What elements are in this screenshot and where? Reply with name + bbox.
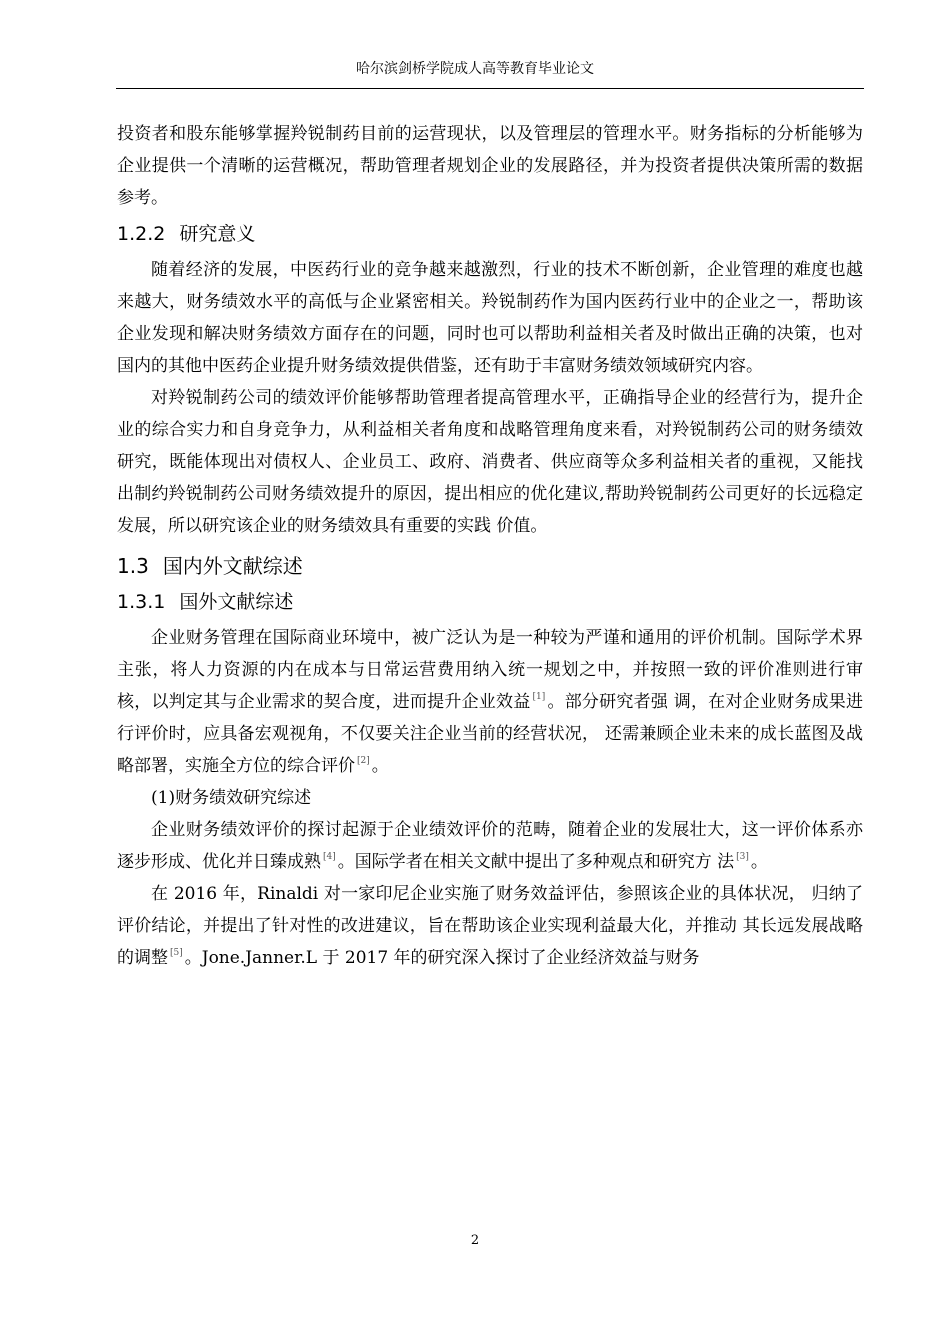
text-run: 。部分研究者强 调，在对企业财务成果进行评价时，应具备宏观视角，不仅要关注企业当前的经营状况， 还需兼顾企业未来的成长蓝图及战略部署，实施全方位的综合评价 — [117, 692, 864, 776]
section-heading-1-2-2 — [117, 220, 863, 248]
paragraph-performance-review — [117, 814, 863, 878]
text-run: 。 — [371, 756, 389, 776]
citation-ref: [5] — [170, 948, 183, 958]
subheading-financial-performance: (1)财务绩效研究综述 — [151, 788, 312, 808]
text-run: 企业财务绩效评价的探讨起源于企业绩效评价的范畴，随着企业的发展壮大，这一评价体系亦逐步形成、优化并日臻成熟 — [117, 820, 863, 872]
section-heading-1-3 — [117, 550, 863, 582]
text-run: 。国际学者在相关文献中提出了多种观点和研究方 法 — [337, 852, 735, 872]
text-run: 在 2016 年，Rinaldi 对一家印尼企业实施了财务效益评估，参照该企业的具体状况， 归纳了评价结论，并提出了针对性的改进建议，旨在帮助该企业实现利益最大化，并推动 其长远发展战略的调整 — [117, 884, 863, 968]
section-number: 1.3 — [117, 554, 149, 578]
page-body — [117, 118, 863, 974]
text-run: 。Jone.Janner.L 于 2017 年的研究深入探讨了企业经济效益与财务 — [184, 948, 700, 968]
paragraph-foreign-literature — [117, 622, 863, 782]
citation-ref: [3] — [736, 852, 749, 862]
running-header: 哈尔滨剑桥学院成人高等教育毕业论文 — [356, 61, 594, 77]
paragraph-rinaldi-study — [117, 878, 863, 974]
paragraph-evaluation-value: 对羚锐制药公司的绩效评价能够帮助管理者提高管理水平，正确指导企业的经营行为，提升企业的综合实力和自身竞争力，从利益相关者角度和战略管理角度来看，对羚锐制药公司的财务绩效研究，既能体现出对债权人、企业员工、政府、消费者、供应商等众多利益相关者的重视，又能找出制约羚锐制药公司财务绩效提升的原因，提出相应的优化建议,帮助羚锐制药公司更好的长远稳定发展，所以研究该企业的财务绩效具有重要的实践 价值。 — [117, 388, 863, 536]
citation-ref: [4] — [323, 852, 336, 862]
section-title: 国内外文献综述 — [162, 554, 303, 578]
citation-ref: [2] — [357, 756, 370, 766]
text-run: 。 — [750, 852, 768, 872]
section-number: 1.3.1 — [117, 591, 166, 613]
section-title: 研究意义 — [179, 223, 256, 245]
header-rule — [116, 88, 864, 89]
page-number: 2 — [470, 1233, 480, 1248]
paragraph-research-significance: 随着经济的发展，中医药行业的竞争越来越激烈，行业的技术不断创新，企业管理的难度也越来越大，财务绩效水平的高低与企业紧密相关。羚锐制药作为国内医药行业中的企业之一，帮助该企业发现和解决财务绩效方面存在的问题，同时也可以帮助利益相关者及时做出正确的决策，也对国内的其他中医药企业提升财务绩效提供借鉴，还有助于丰富财务绩效领域研究内容。 — [117, 260, 863, 376]
section-title: 国外文献综述 — [179, 591, 294, 613]
citation-ref: [1] — [532, 692, 546, 702]
section-number: 1.2.2 — [117, 223, 166, 245]
paragraph-continued: 投资者和股东能够掌握羚锐制药目前的运营现状，以及管理层的管理水平。财务指标的分析能够为企业提供一个清晰的运营概况，帮助管理者规划企业的发展路径，并为投资者提供决策所需的数据参考。 — [117, 124, 863, 208]
text-run: 企业财务管理在国际商业环境中，被广泛认为是一种较为严谨和通用的评价机制。国际学术界主张，将人力资源的内在成本与日常运营费用纳入统一规划之中，并按照一致的评价准则进行审核，以判定其与企业需求的契合度，进而提升企业效益 — [117, 628, 863, 712]
section-heading-1-3-1 — [117, 586, 863, 618]
